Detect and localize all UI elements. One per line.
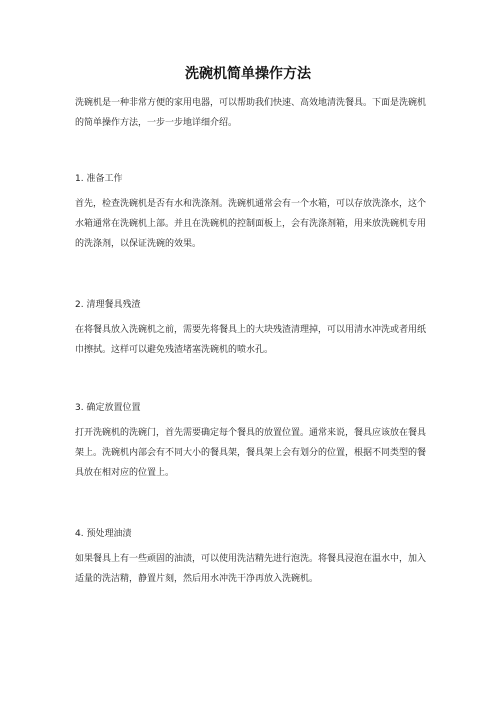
document-title: 洗碗机简单操作方法: [185, 66, 311, 82]
section-body-3: 打开洗碗机的洗碗门，首先需要确定每个餐具的放置位置。通常来说，餐具应该放在餐具架上。洗碗机内部会有不同大小的餐具架，餐具架上会有划分的位置，根据不同类型的餐具放在相对应的位置上。: [75, 428, 427, 478]
section-heading-2: 2. 清理餐具残渣: [75, 300, 141, 310]
intro-paragraph: 洗碗机是一种非常方便的家用电器，可以帮助我们快速、高效地清洗餐具。下面是洗碗机的简单操作方法，一步一步地详细介绍。: [75, 98, 427, 128]
section-body-2: 在将餐具放入洗碗机之前，需要先将餐具上的大块残渣清理掉，可以用清水冲洗或者用纸巾擦拭。这样可以避免残渣堵塞洗碗机的喷水孔。: [75, 325, 427, 355]
section-heading-3: 3. 确定放置位置: [75, 403, 141, 413]
section-body-4: 如果餐具上有一些顽固的油渍，可以使用洗洁精先进行泡洗。将餐具浸泡在温水中，加入适量的洗洁精，静置片刻，然后用水冲洗干净再放入洗碗机。: [75, 554, 427, 584]
section-heading-1: 1. 准备工作: [75, 174, 123, 184]
section-heading-4: 4. 预处理油渍: [75, 529, 132, 539]
section-body-1: 首先，检查洗碗机是否有水和洗涤剂。洗碗机通常会有一个水箱，可以存放洗涤水，这个水箱通常在洗碗机上部。并且在洗碗机的控制面板上，会有洗涤剂箱，用来放洗碗机专用的洗涤剂，以保证洗碗的效果。: [75, 199, 427, 249]
